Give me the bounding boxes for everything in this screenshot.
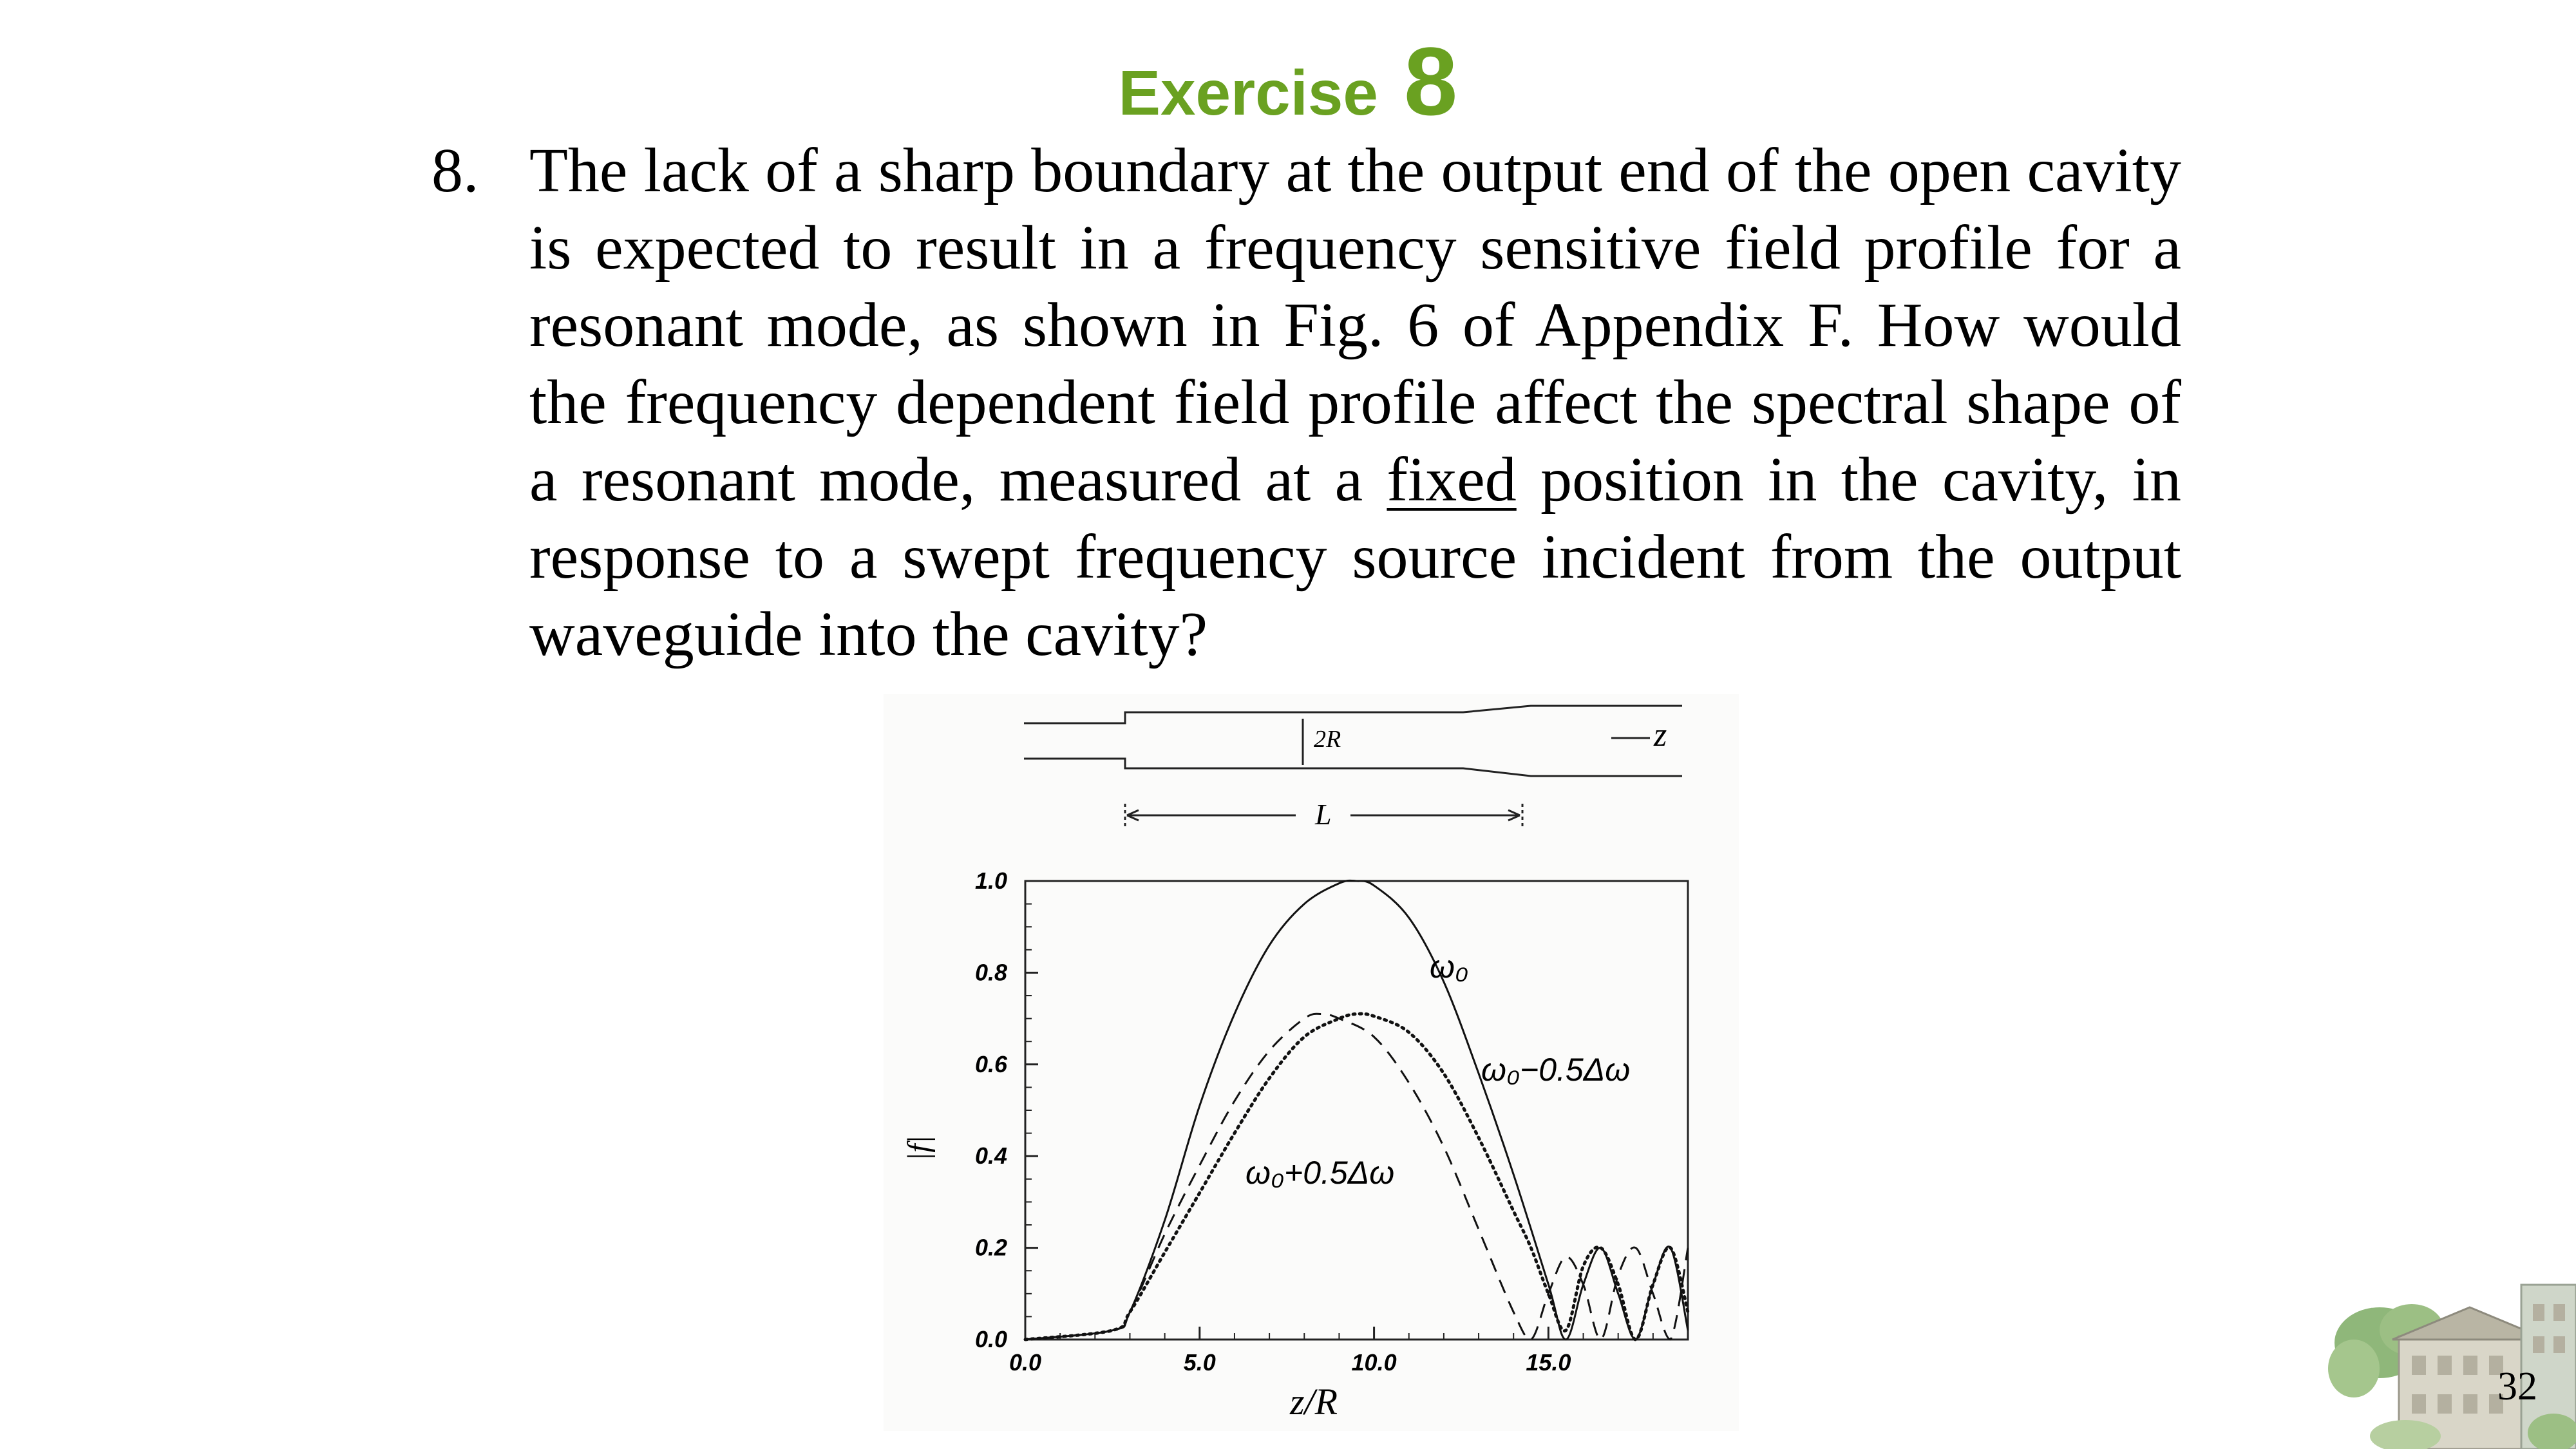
y-tick-label: 1.0 [974, 867, 1007, 894]
y-tick-label: 0.8 [974, 959, 1007, 986]
appendix-figure [884, 694, 1739, 1431]
title-number: 8 [1403, 27, 1458, 135]
series-label: ω₀ [1430, 949, 1469, 985]
question-text [529, 132, 2181, 673]
z-axis-label: z [1654, 717, 1667, 753]
series-label: ω₀−0.5Δω [1481, 1052, 1631, 1088]
x-tick-label: 10.0 [1351, 1349, 1397, 1376]
campus-building-illustration [2328, 1272, 2576, 1449]
radius-label: 2R [1314, 726, 1341, 753]
y-axis-label: |f| [902, 1135, 936, 1161]
y-tick-label: 0.0 [974, 1326, 1007, 1352]
y-tick-label: 0.6 [974, 1050, 1007, 1077]
figure-svg [884, 694, 1739, 1431]
slide-title [0, 26, 2576, 137]
y-tick-label: 0.4 [974, 1142, 1007, 1170]
x-tick-label: 5.0 [1183, 1349, 1216, 1376]
page-number: 32 [2497, 1365, 2537, 1408]
y-tick-label: 0.2 [974, 1234, 1007, 1261]
length-label: L [1315, 798, 1332, 831]
question-text-part: The lack of a sharp boundary at the output end of the open cavity is expected to result in a frequency sensitive field profile for a resonant mode, as shown in Fig. 6 of Appendix F. How would the frequency dependent field profile affect the spectral shape of a resonant mode, measured at a [529, 136, 2181, 515]
x-tick-label: 15.0 [1526, 1349, 1571, 1376]
x-axis-label: z/R [1289, 1381, 1338, 1423]
series-label: ω₀+0.5Δω [1245, 1155, 1395, 1191]
x-tick-label: 0.0 [1009, 1349, 1042, 1376]
title-word: Exercise [1118, 57, 1378, 128]
underlined-word: fixed [1387, 445, 1517, 515]
question-text-part: position in the cavity, in response to a swept frequency source incident from the output waveguide into the cavity? [529, 445, 2181, 669]
question-number: 8. [431, 136, 479, 205]
